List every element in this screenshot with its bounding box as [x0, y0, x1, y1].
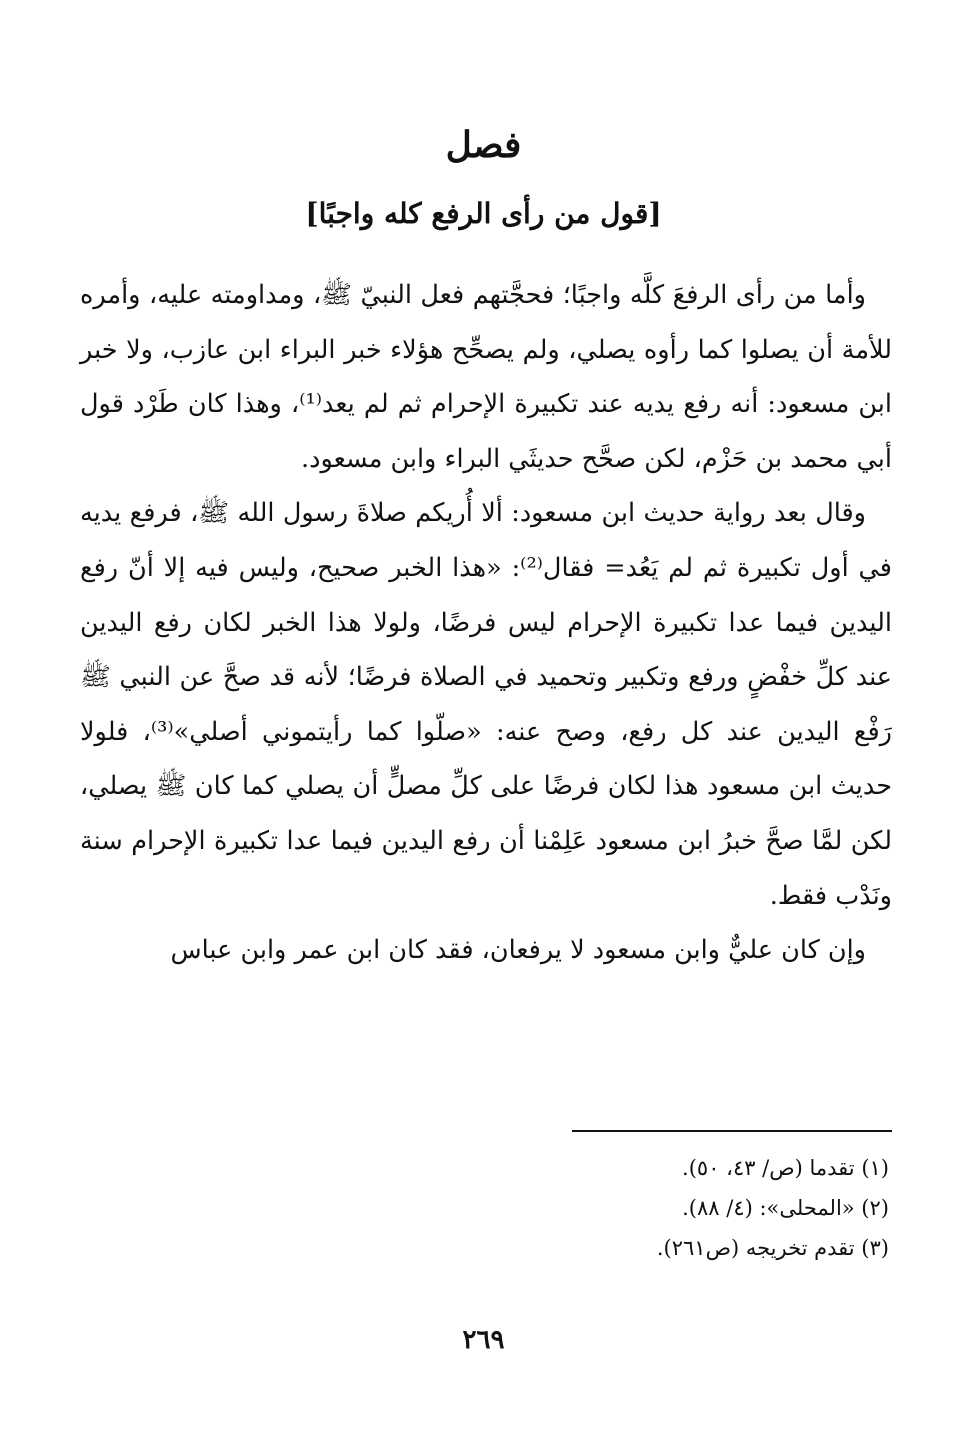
- footnote: (٣) تقدم تخريجه (ص٢٦١).: [656, 1236, 889, 1260]
- paragraph: وأما من رأى الرفعَ كلَّه واجبًا؛ فحجَّتهم فعل النبيّ ﷺ، ومداومته عليه، وأمره للأمة أن يصلوا كما رأوه يصلي، ولم يصحِّح هؤلاء خبر البراء ابن عازب، ولا خبر ابن مسعود: أنه رفع يديه عند تكبيرة الإحرام ثم لم يعد⁽¹⁾، وهذا كان طَرْد قول أبي محمد بن حَزْم، لكن صحَّح حديثَي البراء وابن مسعود.: [80, 280, 892, 474]
- section-subtitle: [قول من رأى الرفع كله واجبًا]: [305, 197, 662, 230]
- page-number: ٢٦٩: [462, 1325, 505, 1355]
- footnote: (١) تقدما (ص/ ٤٣، ٥٠).: [682, 1156, 889, 1180]
- section-title: فصل: [445, 124, 522, 166]
- paragraph: وإن كان عليٌّ وابن مسعود لا يرفعان، فقد كان ابن عمر وابن عباس: [170, 935, 866, 966]
- footnotes: [189, 1148, 889, 1268]
- body-text: [80, 268, 892, 978]
- paragraph: وقال بعد رواية حديث ابن مسعود: ألا أُريكم صلاةَ رسول الله ﷺ، فرفع يديه في أول تكبيرة ثم لم يَعُد= فقال⁽²⁾: «هذا الخبر صحيح، وليس فيه إلا أنّ رفع اليدين فيما عدا تكبيرة الإحرام ليس فرضًا، ولولا هذا الخبر لكان رفع اليدين عند كلِّ خفْضٍ ورفع وتكبير وتحميد في الصلاة فرضًا؛ لأنه قد صحَّ عن النبي ﷺ رَفْع اليدين عند كل رفع، وصح عنه: «صلّوا كما رأيتموني أصلي»⁽³⁾، فلولا حديث ابن مسعود هذا لكان فرضًا على كلِّ مصلٍّ أن يصلي كما كان ﷺ يصلي، لكن لمَّا صحَّ خبرُ ابن مسعود عَلِمْنا أن رفع اليدين فيما عدا تكبيرة الإحرام سنة ونَدْب فقط.: [80, 498, 892, 911]
- footnote: (٢) «المحلى»: (٤/ ٨٨).: [682, 1196, 889, 1220]
- footnote-divider: [572, 1130, 892, 1132]
